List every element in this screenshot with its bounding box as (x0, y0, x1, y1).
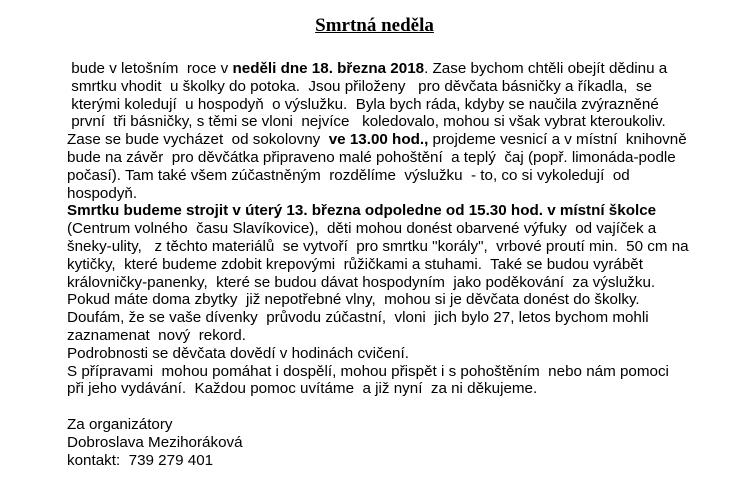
text-line (67, 149, 717, 167)
signature-contact: kontakt: 739 279 401 (67, 451, 214, 469)
text-line (67, 291, 717, 309)
text-line (67, 131, 717, 149)
text-line (67, 96, 717, 114)
text-segment: smrtku vhodit u školky do potoka. Jsou přiloženy pro děvčata básničky a říkadla, se (67, 77, 653, 95)
text-segment: kterými koledují u hospodyň o výslužku. Byla bych ráda, kdyby se naučila zvýrazněné (67, 95, 659, 113)
text-line (67, 380, 717, 398)
letter-body (67, 60, 717, 469)
bold-text: Smrtku budeme strojit v úterý 13. března odpoledne od 15.30 hod. v místní školce (67, 202, 657, 220)
paragraph-invitation (67, 60, 717, 202)
spacer (67, 398, 717, 416)
page-title: Smrtná neděla (315, 15, 434, 36)
text-line (67, 220, 717, 238)
text-line (67, 309, 717, 327)
text-line (67, 202, 717, 220)
text-segment: počasí). Tam také všem zúčastněným rozdělíme výslužku - to, co si vykoledují od (67, 166, 630, 184)
text-segment: . Zase bychom chtěli obejít dědinu a (424, 60, 668, 77)
text-segment: kytičky, které budeme zdobit krepovými růžičkami a stuhami. Také se budou vyrábět (67, 255, 643, 273)
signature-organizers-label: Za organizátory (67, 415, 173, 433)
text-line (67, 185, 717, 203)
text-line (67, 78, 717, 96)
text-segment: Zase se bude vycházet od sokolovny (67, 131, 329, 149)
text-segment: královničky-panenky, které se budou dávat hospodyním jako poděkování za výslužku. (67, 273, 656, 291)
bold-text: ve 13.00 hod., (328, 131, 429, 149)
text-line (67, 345, 717, 363)
text-segment: bude v letošním roce v (67, 60, 233, 77)
text-line (67, 256, 717, 274)
signature-name: Dobroslava Mezihoráková (67, 433, 243, 451)
paragraph-preparation (67, 202, 717, 398)
text-line (67, 167, 717, 185)
text-line (67, 363, 717, 381)
text-segment: při jeho vydávání. Každou pomoc uvítáme a již nyní za ni děkujeme. (67, 380, 538, 398)
text-segment: S přípravami mohou pomáhat i dospělí, mohou přispět i s pohoštěním nebo nám pomoci (67, 362, 669, 380)
text-line (67, 238, 717, 256)
signature-block (67, 416, 717, 469)
text-segment: Podrobnosti se děvčata dovědí v hodinách cvičení. (67, 344, 409, 362)
text-line (67, 274, 717, 292)
text-segment: první tři básničky, s těmi se vloni nejvíce koledovalo, mohou si však vybrat kteroukoliv. (67, 113, 666, 131)
text-segment: hospodyň. (67, 184, 138, 202)
text-segment: Pokud máte doma zbytky již nepotřebné vlny, mohou si je děvčata donést do školky. (67, 291, 640, 309)
text-line (67, 60, 717, 78)
text-segment: (Centrum volného času Slavíkovice), děti mohou donést obarvené výfuky od vajíček a (67, 220, 657, 238)
text-segment: šneky-ulity, z těchto materiálů se vytvoří pro smrtku "korály", vrbové proutí min. 50 cm na (67, 237, 689, 255)
text-line (67, 327, 717, 345)
text-line (67, 113, 717, 131)
text-segment: zaznamenat nový rekord. (67, 326, 246, 344)
text-segment: bude na závěr pro děvčátka připraveno malé pohoštění a teplý čaj (popř. limonáda-podle (67, 148, 676, 166)
text-segment: Doufám, že se vaše dívenky průvodu zúčastní, vloni jich bylo 27, letos bychom mohli (67, 309, 649, 327)
text-segment: projdeme vesnicí a v místní knihovně (428, 131, 687, 149)
bold-text: neděli dne 18. března 2018 (232, 60, 425, 77)
